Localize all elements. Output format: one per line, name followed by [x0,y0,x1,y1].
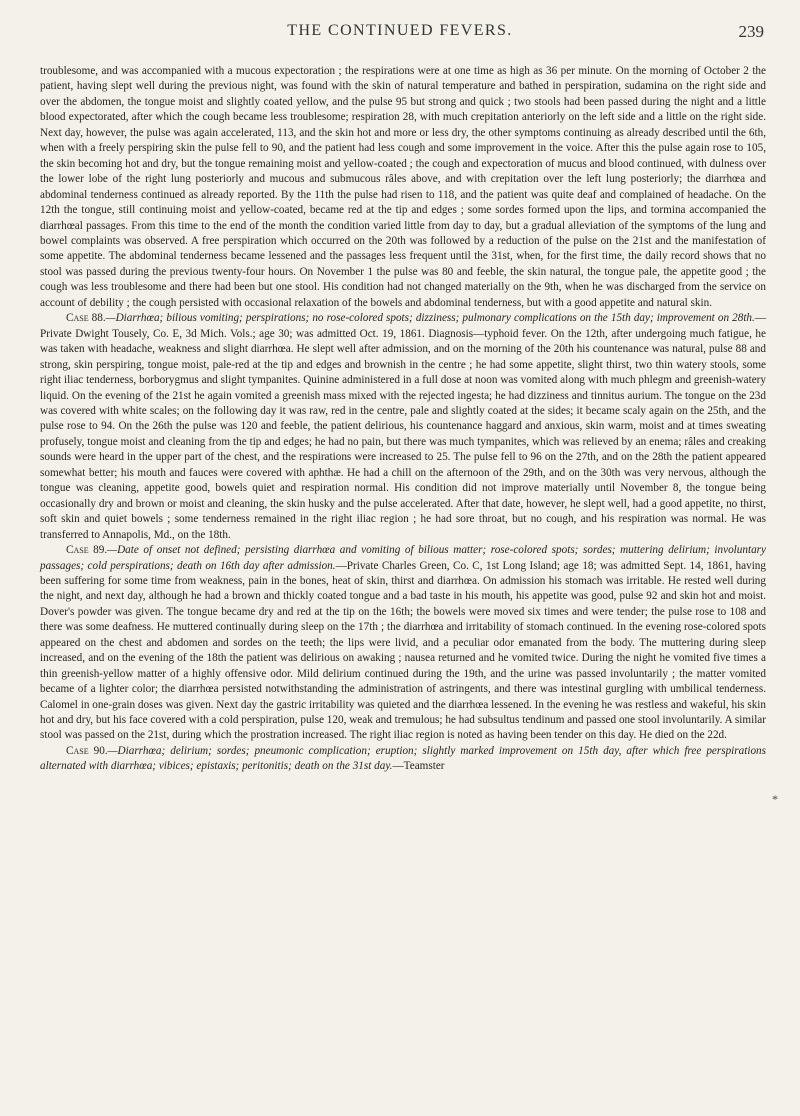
case-88-paragraph [40,311,766,543]
running-head [0,20,800,50]
paragraph-continuation: troublesome, and was accompanied with a mucous expectoration ; the respirations were at one time as high as 36 per minute. On the morning of October 2 the patient, having slept well during the previous night, was found with the skin of natural temperature and bathed in perspiration, sudamina on the right side and over the abdomen, the tongue moist and slightly coated yellow, and the pulse 95 but strong and quick ; two stools had been passed during the night and a little blood expectorated, after which the cough became less troublesome; respiration 28, with much crepitation anteriorly on the left side and a little on the right side. Next day, however, the pulse was again accelerated, 113, and the skin hot and more or less dry, the other symptoms continuing as already described until the 6th, when with a freely perspiring skin the pulse fell to 90, and the patient had less cough and some improvement in the voice. After this the pulse again rose to 105, the skin becoming hot and dry, but the tongue remaining moist and yellow-coated ; the cough and expectoration of mucus and blood continued, with dulness over the lower lobe of the right lung posteriorly and mucous and submucous râles above, and with crepitation over the left lung posteriorly; the diarrhœa and abdominal tenderness continued as already reported. By the 11th the pulse had risen to 118, and the patient was quite deaf and complained of headache. On the 12th the tongue, still continuing moist and yellow-coated, became red at the tip and edges ; some sordes formed upon the lips, and tormina accompanied the diarrhœal passages. From this time to the end of the month the condition varied little from day to day, but a gradual alleviation of the symptoms of the lung and bowel complaints was observed. A free perspiration which occurred on the 20th was followed by a reduction of the pulse on the 21st and the manifestation of some appetite. The abdominal tenderness became lessened and the passages less frequent until the 31st, when, for the first time, the daily record shows that no stool was passed during the previous twenty-four hours. On November 1 the pulse was 80 and feeble, the skin natural, the tongue pale, the appetite good ; the cough was less troublesome and there had been but one stool. His condition had not changed materially on the 9th, when he was discharged from the service on account of debility ; the cough persisted with occasional relaxation of the bowels and abdominal tenderness, but with a good appetite and natural skin. [40,65,766,309]
case-89-paragraph [40,543,766,744]
case-body: —Private Dwight Tousely, Co. E, 3d Mich. Vols.; age 30; was admitted Oct. 19, 1861. Diagnosis—typhoid fever. On the 12th, after undergoing much fatigue, he was taken with headache, weakness and slight diarrhœa. He slept well after admission, and on the morning of the 20th his countenance was natural, pulse 88 and strong, skin perspiring, tongue moist, pale-red at the tip and edges and brownish in the centre ; he had some appetite, slight thirst, two thin watery stools, some right iliac tenderness, borborygmus and slight tympanites. Quinine administered in a full dose at noon was vomited along with much phlegm and greenish-watery liquid. On the evening of the 21st he again vomited a greenish mass mixed with the rejected ingesta; he had dizziness and tinnitus aurium. The tongue on the 23d was covered with white scales; on the following day it was raw, red in the centre, pale and slightly coated at the sides; it became scaly again on the 25th, and the pulse rose to 94. On the 26th the pulse was 120 and feeble, the patient delirious, his countenance haggard and anxious, skin warm, moist and at times sweating profusely, tongue moist and cleaning from the tip and edges; he had no pain, but there was much tympanites, which was relieved by an enema; râles and creaking sounds were heard in the upper part of the chest, and the respirations were increased to 25. The pulse fell to 96 on the 27th, and on the 28th the patient appeared somewhat better; his mouth and fauces were covered with aphthæ. He had a chill on the afternoon of the 29th, and on the 30th was very nervous, although the tongue was cleaning, appetite good, bowels quiet and respiration normal. His condition did not improve materially until November 8, the tongue being occasionally dry and brown or moist and cleaning, the skin husky and the pulse accelerated. After that date, however, he slept well, had a good appetite, no thirst, soft skin and quiet bowels ; some tenderness remained in the right iliac region ; he had sore throat, but no cough, and his respiration was normal. He was transferred to Annapolis, Md., on the 18th. [40,312,767,541]
case-heading: —Date of onset not defined; persisting diarrhœa and vomiting of bilious matter; rose-colored spots; sordes; muttering delirium; involuntary passages; cold perspirations; death on 16th day after admission. [40,544,766,572]
running-title: THE CONTINUED FEVERS. [287,22,513,39]
margin-mark: * [772,792,778,806]
case-body: —Private Charles Green, Co. C, 1st Long Island; age 18; was admitted Sept. 14, 1861, having been suffering for some time from weakness, pain in the bones, heat of skin, thirst and diarrhœa. On admission his stomach was irritable. He rested well during the night, and next day, although he had a brown and thickly coated tongue and a bad taste in his mouth, his appetite was good, pulse 92 and skin hot and moist. Dover's powder was given. The tongue became dry and red at the tip on the 16th; the bowels were moved six times and were tender; the pulse rose to 108 and there was some deafness. He muttered continually during sleep on the 17th ; the diarrhœa and irritability of stomach continued. In the evening rose-colored spots appeared on the chest and abdomen and sordes on the teeth; the lips were livid, and a peculiar odor emanated from the body. The muttering during sleep increased, and on the evening of the 18th the patient was delirious on awaking ; nausea returned and he vomited twice. During the night he vomited five times a thin greenish-yellow matter of a highly offensive odor. Mild delirium continued during the 19th, and the urine was passed involuntarily ; the matter vomited became of a lighter color; the diarrhœa persisted notwithstanding the administration of astringents, and there was intestinal gurgling with umbilical tenderness. Calomel in one-grain doses was given. Next day the gastric irritability was quieted and the diarrhœa lessened. In the evening he was restless and wakeful, his skin hot and dry, but his face covered with a cold perspiration, pulse 120, weak and tremulous; he had subsultus tendinum and passed one stool involuntarily. A similar stool was passed on the 21st, during which the prostration increased. The right iliac region is noted as having been tender on this day. He died on the 22d. [40,559,766,742]
case-label: Case 89. [66,544,108,557]
page-number: 239 [738,22,764,41]
case-90-paragraph [40,744,766,775]
case-heading: —Diarrhœa; delirium; sordes; pneumonic complication; eruption; slightly marked improvement on 15th day, after which free perspirations alternated with diarrhœa; vibices; epistaxis; peritonitis; death on the 31st day. [40,744,767,773]
case-label: Case 90. [66,744,108,757]
case-label: Case 88. [66,312,106,325]
case-body: —Teamster [392,760,445,773]
case-heading: —Diarrhœa; bilious vomiting; perspirations; no rose-colored spots; dizziness; pulmonary complications on the 15th day; improvement on 28th. [105,312,755,325]
body-text [40,64,766,775]
